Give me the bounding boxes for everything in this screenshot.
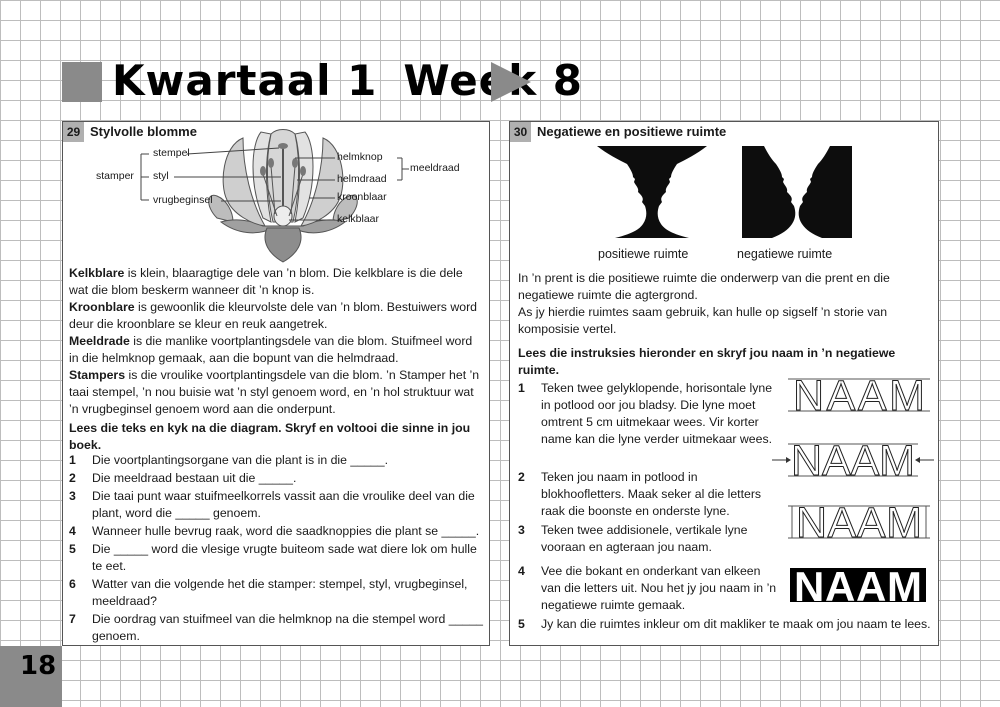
label-helmdraad: helmdraad [337, 173, 387, 185]
title-quarter: Kwartaal 1 [112, 56, 378, 105]
paragraph: In ’n prent is die positiewe ruimte die onderwerp van die prent en die negatiewe ruimte die agtergrond. [518, 271, 890, 302]
label-stamper: stamper [96, 170, 134, 182]
list-item: 5 Die _____ word die vlesige vrugte buiteom sade wat diere lok om hulle te eet. [69, 542, 477, 573]
naam-example-1 [788, 375, 930, 415]
title-arrow-icon [491, 62, 531, 102]
caption-positive: positiewe ruimte [598, 247, 689, 261]
diagram-leader-lines [63, 122, 491, 242]
paragraph: Meeldrade is die manlike voortplantingsdele van die blom. Stuifmeel word in die helmknop gemaak, aan die bopunt van die helmdraad. [69, 334, 473, 365]
naam-example-4 [790, 568, 926, 602]
panel-number: 29 [63, 122, 84, 142]
list-item: 4 Wanneer hulle bevrug raak, word die saadknoppies die plant se _____. [69, 524, 480, 538]
paragraph: As jy hierdie ruimtes saam gebruik, kan hulle op sigself ’n storie van komposisie vertel. [518, 305, 888, 336]
panel-30 [509, 121, 939, 646]
panel-title: Stylvolle blomme [90, 124, 197, 139]
list-item: 6 Watter van die volgende het die stamper: stempel, styl, vrugbeginsel, meeldraad? [69, 577, 468, 608]
label-vrugbeginsel: vrugbeginsel [153, 194, 213, 206]
naam-word: NAAM [791, 440, 915, 480]
panel-29 [62, 121, 490, 646]
paragraph: Kroonblare is gewoonlik die kleurvolste dele van ’n blom. Bestuiwers word deur die kroonblare se kleur en reuk aangetrek. [69, 300, 478, 331]
instruction: Lees die instruksies hieronder en skryf jou naam in ’n negatiewe ruimte. [518, 346, 896, 377]
vase-positive-image [597, 146, 707, 238]
naam-example-3 [788, 502, 930, 542]
paragraph: Kelkblare is klein, blaaragtige dele van ’n blom. Die kelkblare is die dele wat die blom beskerm wanneer dit ’n knop is. [69, 266, 463, 297]
page-number: 18 [0, 646, 62, 707]
step-list [518, 380, 780, 618]
list-item: 5 Jy kan die ruimtes inkleur om dit makliker te maak om jou naam te lees. [518, 617, 931, 631]
instruction: Lees die teks en kyk na die diagram. Skryf en voltooi die sinne in jou boek. [69, 421, 471, 452]
list-item: 7 Die oordrag van stuifmeel van die helmknop na die stempel word _____ genoem. [69, 612, 483, 643]
naam-example-2 [772, 440, 934, 480]
label-stempel: stempel [153, 147, 190, 159]
naam-word: NAAM [794, 568, 922, 602]
list-item: 3 Teken twee addisionele, vertikale lyne vooraan en agteraan jou naam. [518, 523, 748, 554]
list-item: 1 Teken twee gelyklopende, horisontale lyne in potlood oor jou bladsy. Die lyne moet omtrent 5 cm uitmekaar wees. Vir korter name kan die lyne verder uitmekaar wees. [518, 381, 773, 446]
label-helmknop: helmknop [337, 151, 383, 163]
label-styl: styl [153, 170, 169, 182]
panel-number: 30 [510, 122, 531, 142]
list-item: 1 Die voortplantingsorgane van die plant is in die _____. [69, 453, 389, 467]
step-final [518, 616, 932, 634]
list-item: 3 Die taai punt waar stuifmeelkorrels vassit aan die vroulike deel van die plant, word die _____ genoem. [69, 489, 475, 520]
question-list [69, 452, 485, 646]
list-item: 4 Vee die bokant en onderkant van elkeen van die letters uit. Nou het jy jou naam in ’n negatiewe ruimte gemaak. [518, 564, 777, 612]
list-item: 2 Die meeldraad bestaan uit die _____. [69, 471, 297, 485]
title-square [62, 62, 102, 102]
vase-negative-image [742, 146, 852, 238]
naam-word: NAAM [793, 375, 925, 415]
label-meeldraad: meeldraad [410, 162, 460, 174]
intro-text [518, 270, 932, 379]
label-kroonblaar: kroonblaar [337, 191, 387, 203]
label-kelkblaar: kelkblaar [337, 213, 380, 225]
paragraph: Stampers is die vroulike voortplantingsdele van die blom. ’n Stamper het ’n taai stempel, ’n nou buisie wat ’n styl genoem word, en ’n hol struktuur wat ’n vrugbeginsel genoem word aan die onderpunt. [69, 368, 480, 416]
naam-word: NAAM [796, 502, 922, 542]
info-text [69, 265, 484, 454]
panel-title: Negatiewe en positiewe ruimte [537, 124, 727, 139]
title-week: Week 8 [403, 56, 583, 105]
list-item: 2 Teken jou naam in potlood in blokhoofletters. Maak seker al die letters raak die boonste en onderste lyne. [518, 470, 762, 518]
caption-negative: negatiewe ruimte [737, 247, 833, 261]
